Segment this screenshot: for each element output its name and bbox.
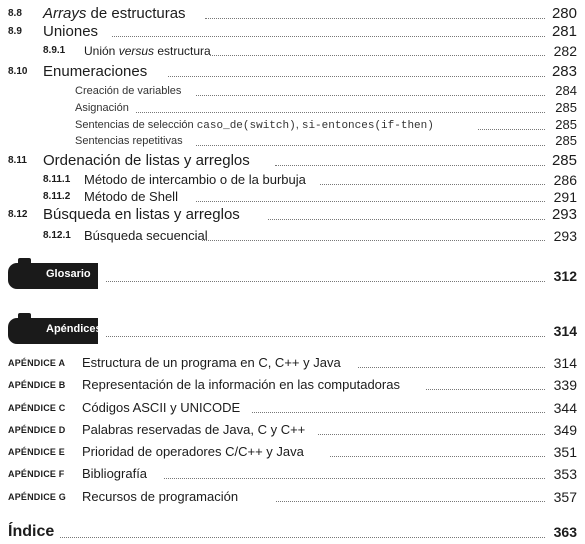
dot-leader (106, 336, 545, 337)
dot-leader (202, 240, 545, 241)
section-number: 8.11.1 (43, 174, 71, 185)
apendices-page-number: 314 (553, 323, 577, 339)
appendix-entry-d[interactable] (0, 420, 585, 440)
glosario-label: Glosario (46, 268, 91, 280)
toc-entry-8-9[interactable] (0, 22, 585, 42)
subentry-title: Sentencias repetitivas (75, 135, 183, 147)
toc-entry-8-8[interactable] (0, 4, 585, 24)
dot-leader (358, 367, 545, 368)
page-number: 339 (553, 377, 577, 393)
dot-leader (196, 95, 545, 96)
appendix-entry-c[interactable] (0, 398, 585, 418)
dot-leader (168, 76, 545, 77)
dot-leader (276, 501, 545, 502)
section-title: Método de intercambio o de la burbuja (84, 172, 306, 187)
page-number: 282 (553, 43, 577, 59)
subentry-title: Sentencias de selección caso_de(switch), si-entonces(if-then) (75, 119, 434, 132)
appendix-title: Recursos de programación (82, 489, 239, 504)
page-number: 353 (553, 466, 577, 482)
section-title: Arrays de estructuras (43, 5, 186, 22)
dot-leader (210, 55, 545, 56)
section-number: 8.8 (8, 8, 22, 19)
section-number: 8.12 (8, 209, 28, 220)
glosario-tab[interactable] (8, 263, 98, 289)
dot-leader (112, 36, 545, 37)
dot-leader (164, 478, 545, 479)
section-title: Uniones (43, 23, 99, 40)
section-number: 8.12.1 (43, 230, 71, 241)
toc-entry-8-12-1[interactable] (0, 226, 585, 246)
appendix-entry-a[interactable] (0, 353, 585, 373)
appendix-label: APÉNDICE G (8, 492, 67, 502)
toc-entry-8-12[interactable] (0, 205, 585, 225)
section-title: Búsqueda secuencial (84, 228, 208, 243)
dot-leader (205, 18, 545, 19)
page-number: 344 (553, 400, 577, 416)
appendix-label: APÉNDICE D (8, 425, 66, 435)
page-number: 285 (555, 100, 577, 115)
appendix-title: Prioridad de operadores C/C++ y Java (82, 444, 304, 459)
subentry-title: Creación de variables (75, 85, 182, 97)
section-title: Método de Shell (84, 189, 178, 204)
page-number: 351 (553, 444, 577, 460)
appendix-title: Estructura de un programa en C, C++ y Java (82, 355, 341, 370)
apendices-label: Apéndices (46, 323, 102, 335)
dot-leader (478, 129, 545, 130)
page-number: 285 (555, 133, 577, 148)
dot-leader (106, 281, 545, 282)
toc-entry-8-9-1[interactable] (0, 41, 585, 61)
page-number: 283 (551, 63, 577, 80)
toc-entry-8-10[interactable] (0, 62, 585, 82)
appendix-label: APÉNDICE C (8, 403, 66, 413)
section-title: Unión versus estructura (84, 44, 211, 58)
appendix-title: Representación de la información en las computadoras (82, 377, 400, 392)
page-number: 280 (551, 5, 577, 22)
appendix-title: Palabras reservadas de Java, C y C++ (82, 422, 306, 437)
page-number: 285 (551, 152, 577, 169)
page-number: 291 (553, 189, 577, 205)
page-number: 293 (553, 228, 577, 244)
subentry-title: Asignación (75, 102, 129, 114)
appendix-entry-b[interactable] (0, 375, 585, 395)
toc-entry-indice[interactable] (0, 522, 585, 542)
dot-leader (60, 537, 545, 538)
page-number: 363 (553, 524, 577, 540)
appendix-title: Códigos ASCII y UNICODE (82, 400, 241, 415)
dot-leader (318, 434, 545, 435)
glosario-page-number: 312 (553, 268, 577, 284)
dot-leader (330, 456, 545, 457)
page-number: 293 (551, 206, 577, 223)
dot-leader (320, 184, 545, 185)
page-number: 314 (553, 355, 577, 371)
dot-leader (252, 412, 545, 413)
page-number: 286 (553, 172, 577, 188)
appendix-label: APÉNDICE A (8, 358, 66, 368)
section-number: 8.11.2 (43, 191, 71, 202)
appendix-entry-e[interactable] (0, 442, 585, 462)
toc-entry-8-11[interactable] (0, 151, 585, 171)
appendix-label: APÉNDICE E (8, 447, 66, 457)
page-number: 357 (553, 489, 577, 505)
appendix-entry-f[interactable] (0, 464, 585, 484)
appendix-entry-g[interactable] (0, 487, 585, 507)
toc-subentry[interactable] (0, 131, 585, 151)
page-number: 284 (555, 83, 577, 98)
section-title: Búsqueda en listas y arreglos (43, 206, 240, 223)
dot-leader (196, 145, 545, 146)
dot-leader (275, 165, 545, 166)
section-number: 8.9.1 (43, 45, 66, 56)
indice-title: Índice (8, 523, 55, 540)
section-title: Enumeraciones (43, 63, 148, 80)
appendix-label: APÉNDICE F (8, 469, 65, 479)
section-number: 8.11 (8, 155, 27, 166)
dot-leader (268, 219, 545, 220)
appendix-label: APÉNDICE B (8, 380, 66, 390)
page-number: 281 (551, 23, 577, 40)
section-title: Ordenación de listas y arreglos (43, 152, 250, 169)
section-number: 8.9 (8, 26, 22, 37)
page-number: 349 (553, 422, 577, 438)
dot-leader (426, 389, 545, 390)
page-number: 285 (555, 117, 577, 132)
dot-leader (136, 112, 545, 113)
toc-entry-8-11-2[interactable] (0, 187, 585, 207)
appendix-title: Bibliografía (82, 466, 148, 481)
apendices-tab[interactable] (8, 318, 102, 344)
dot-leader (196, 201, 545, 202)
section-number: 8.10 (8, 66, 28, 77)
